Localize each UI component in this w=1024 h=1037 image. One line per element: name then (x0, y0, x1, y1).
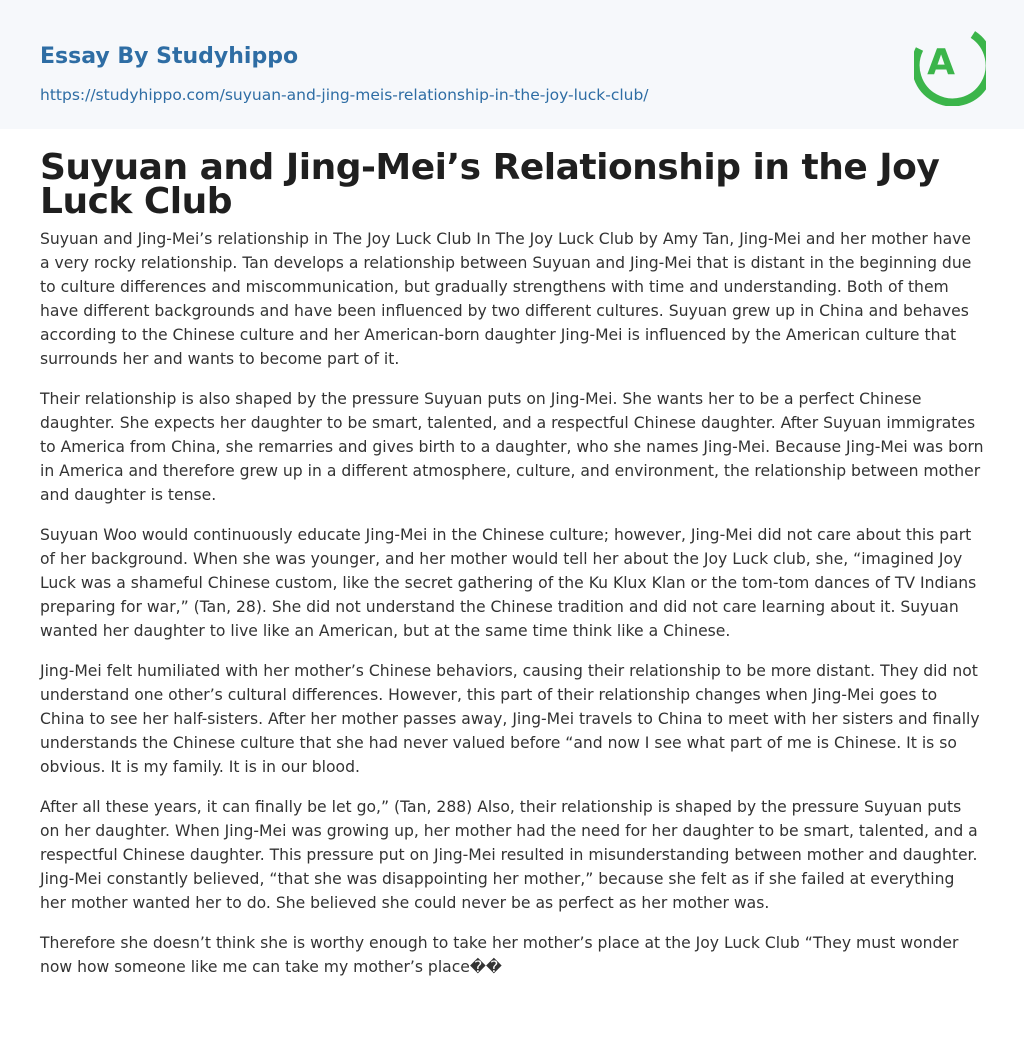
article-body (40, 227, 984, 979)
article-paragraph: After all these years, it can finally be let go,” (Tan, 288) Also, their relationship is shaped by the pressure Suyuan puts on her daughter. When Jing-Mei was growing up, her mother had the need for her daughter to be smart, talented, and a respectful Chinese daughter. This pressure put on Jing-Mei resulted in misunderstanding between mother and daughter. Jing-Mei constantly believed, “that she was disappointing her mother,” because she felt as if she failed at everything her mother wanted her to do. She believed she could never be as perfect as her mother was. (40, 798, 978, 912)
studyhippo-logo[interactable] (914, 18, 986, 106)
logo-circle-icon (914, 18, 986, 106)
article-paragraph: Jing-Mei felt humiliated with her mother’s Chinese behaviors, causing their relationship to be more distant. They did not understand one other’s cultural differences. However, this part of their relationship changes when Jing-Mei goes to China to see her half-sisters. After her mother passes away, Jing-Mei travels to China to meet with her sisters and finally understands the Chinese culture that she had never valued before “and now I see what part of me is Chinese. It is so obvious. It is my family. It is in our blood. (40, 662, 980, 776)
article-title: Suyuan and Jing-Mei’s Relationship in the Joy Luck Club (40, 147, 940, 222)
page-header (0, 0, 1024, 129)
article-paragraph: Therefore she doesn’t think she is worthy enough to take her mother’s place at the Joy Luck Club “They must wonder now how someone like me can take my mother’s place�� (40, 934, 959, 976)
site-brand[interactable]: Essay By Studyhippo (40, 44, 299, 69)
logo-letter: A (927, 42, 955, 83)
article-paragraph: Their relationship is also shaped by the pressure Suyuan puts on Jing-Mei. She wants her to be a perfect Chinese daughter. She expects her daughter to be smart, talented, and a respectful Chinese daughter. After Suyuan immigrates to America from China, she remarries and gives birth to a daughter, who she names Jing-Mei. Because Jing-Mei was born in America and therefore grew up in a different atmosphere, culture, and environment, the relationship between mother and daughter is tense. (40, 390, 984, 504)
source-url-link[interactable]: https://studyhippo.com/suyuan-and-jing-meis-relationship-in-the-joy-luck-club/ (40, 86, 649, 104)
article (0, 129, 1024, 979)
article-paragraph: Suyuan Woo would continuously educate Jing-Mei in the Chinese culture; however, Jing-Mei did not care about this part of her background. When she was younger, and her mother would tell her about the Joy Luck club, she, “imagined Joy Luck was a shameful Chinese custom, like the secret gathering of the Ku Klux Klan or the tom-tom dances of TV Indians preparing for war,” (Tan, 28). She did not understand the Chinese tradition and did not care learning about it. Suyuan wanted her daughter to live like an American, but at the same time think like a Chinese. (40, 526, 977, 640)
article-paragraph: Suyuan and Jing-Mei’s relationship in The Joy Luck Club In The Joy Luck Club by Amy Tan, Jing-Mei and her mother have a very rocky relationship. Tan develops a relationship between Suyuan and Jing-Mei that is distant in the beginning due to culture differences and miscommunication, but gradually strengthens with time and understanding. Both of them have different backgrounds and have been influenced by two different cultures. Suyuan grew up in China and behaves according to the Chinese culture and her American-born daughter Jing-Mei is influenced by the American culture that surrounds her and wants to become part of it. (40, 230, 972, 368)
